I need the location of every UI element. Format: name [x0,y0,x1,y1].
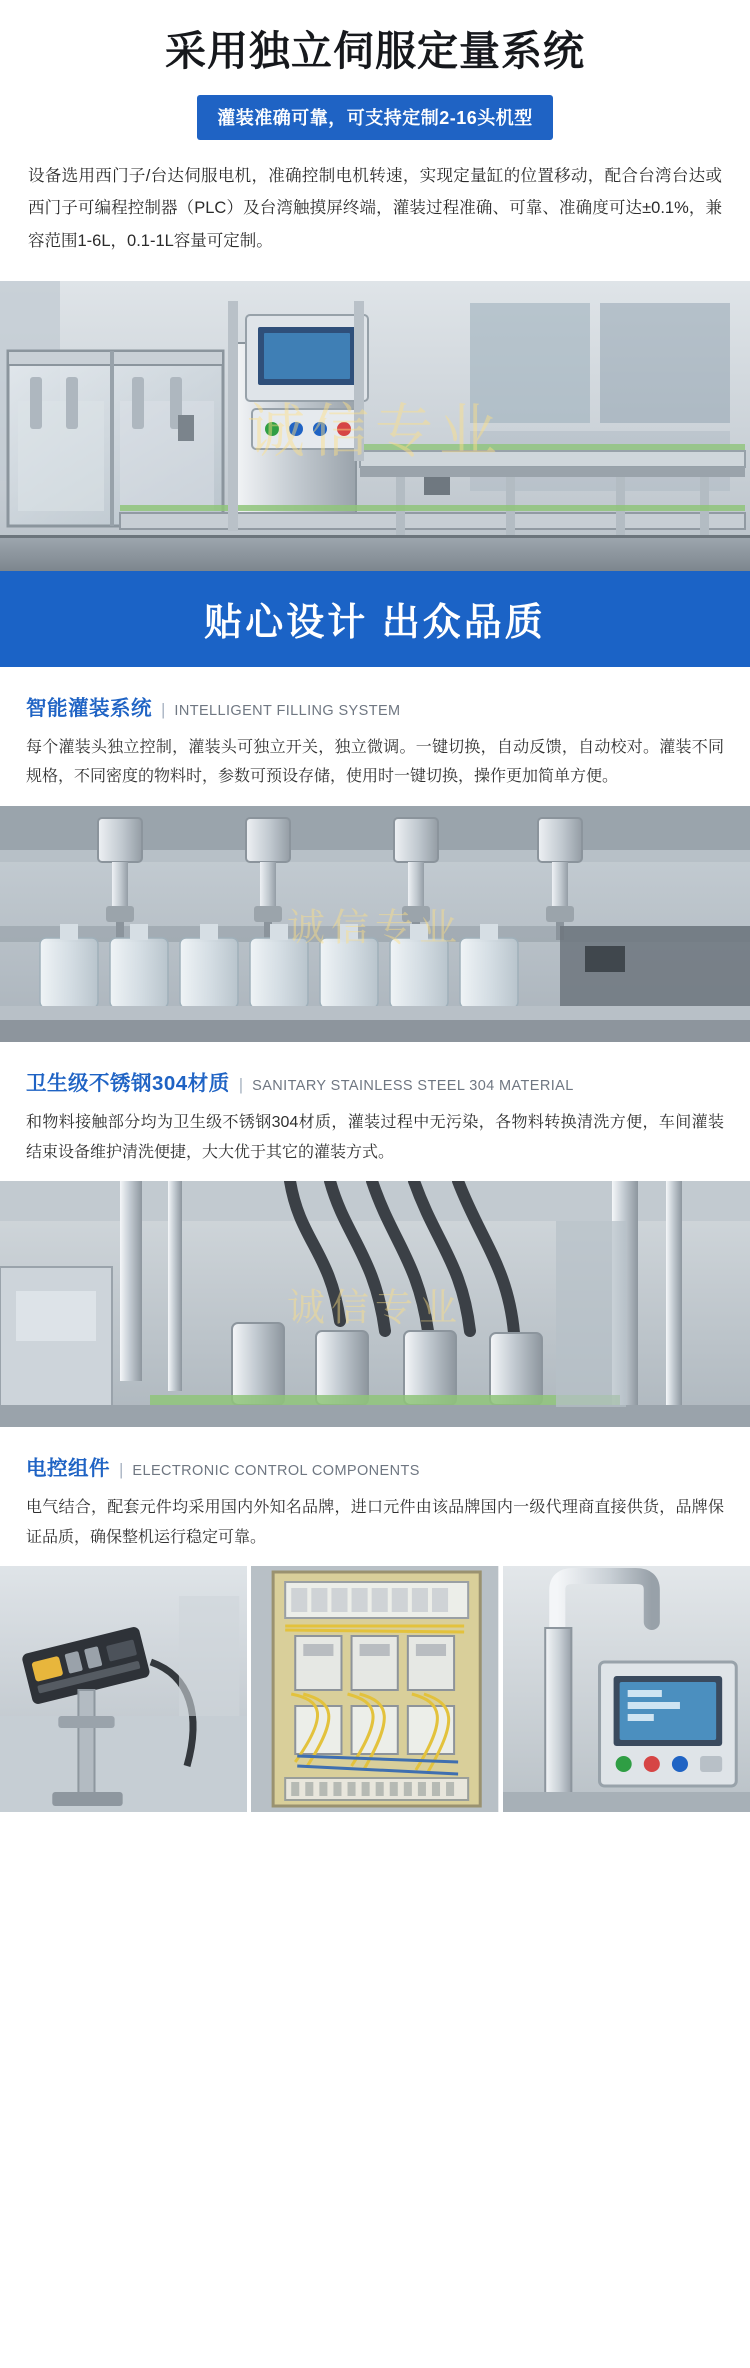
section-3-title-en: ELECTRONIC CONTROL COMPONENTS [132,1463,420,1480]
section-3-description: 电气结合，配套元件均采用国内外知名品牌，进口元件由该品牌国内一级代理商直接供货，品牌保证品质，确保整机运行稳定可靠。 [26,1499,724,1546]
machine-hero-photo [0,281,750,571]
section-2-description: 和物料接触部分均为卫生级不锈钢304材质，灌装过程中无污染，各物料转换清洗方便，车间灌装结束设备维护清洗便捷，大大优于其它的灌装方式。 [26,1113,724,1161]
banner-title: 贴心设计 出众品质 [204,602,546,645]
section-1-head [26,691,724,721]
stainless-steel-photo [0,1181,750,1427]
hero-subtitle-wrap [0,95,750,140]
control-cabinet-photo [251,1566,498,1812]
section-2-title-en: SANITARY STAINLESS STEEL 304 MATERIAL [252,1077,574,1094]
section-intelligent-filling [0,691,750,792]
section-3-separator: | [119,1460,124,1480]
hero-section [0,0,750,140]
section-banner [0,571,750,667]
machine-hero-illustration [0,281,750,571]
section-2-head [26,1066,724,1096]
hero-subtitle-badge: 灌装准确可靠，可支持定制2-16头机型 [197,95,553,140]
section-1-title-en: INTELLIGENT FILLING SYSTEM [174,702,401,719]
section-1-description: 每个灌装头独立控制，灌装头可独立开关，独立微调。一键切换，自动反馈，自动校对。灌装不同规格，不同密度的物料时，参数可预设存储，使用时一键切换，操作更加简单方便。 [26,738,724,786]
image-watermark: 诚信专业 [286,907,464,950]
stainless-steel-illustration [0,1181,750,1427]
section-stainless-steel [0,1066,750,1167]
page-title: 采用独立伺服定量系统 [165,28,585,74]
section-electronic-control [0,1451,750,1552]
sensor-photo [0,1566,247,1812]
section-2-title-cn: 卫生级不锈钢304材质 [26,1071,230,1095]
control-cabinet-illustration [251,1566,498,1812]
image-watermark: 诚信专业 [286,1287,464,1330]
section-2-separator: | [238,1074,244,1094]
section-1-separator: | [161,699,166,719]
sensor-illustration [0,1566,247,1812]
control-components-photo-strip [0,1566,750,1812]
section-1-title-cn: 智能灌装系统 [26,696,152,720]
hero-description: 设备选用西门子/台达伺服电机，准确控制电机转速，实现定量缸的位置移动，配合台湾台达或西门子可编程控制器（PLC）及台湾触摸屏终端，灌装过程准确、可靠、准确度可达±0.1%，兼容范围1-6L，0.1-1L容量可定制。 [28,167,722,250]
section-3-head [26,1451,724,1481]
filling-heads-illustration [0,806,750,1042]
section-3-title-cn: 电控组件 [26,1457,110,1481]
hmi-panel-photo [503,1566,750,1812]
image-watermark: 诚信专业 [246,398,504,464]
filling-heads-photo [0,806,750,1042]
hmi-panel-illustration [503,1566,750,1812]
